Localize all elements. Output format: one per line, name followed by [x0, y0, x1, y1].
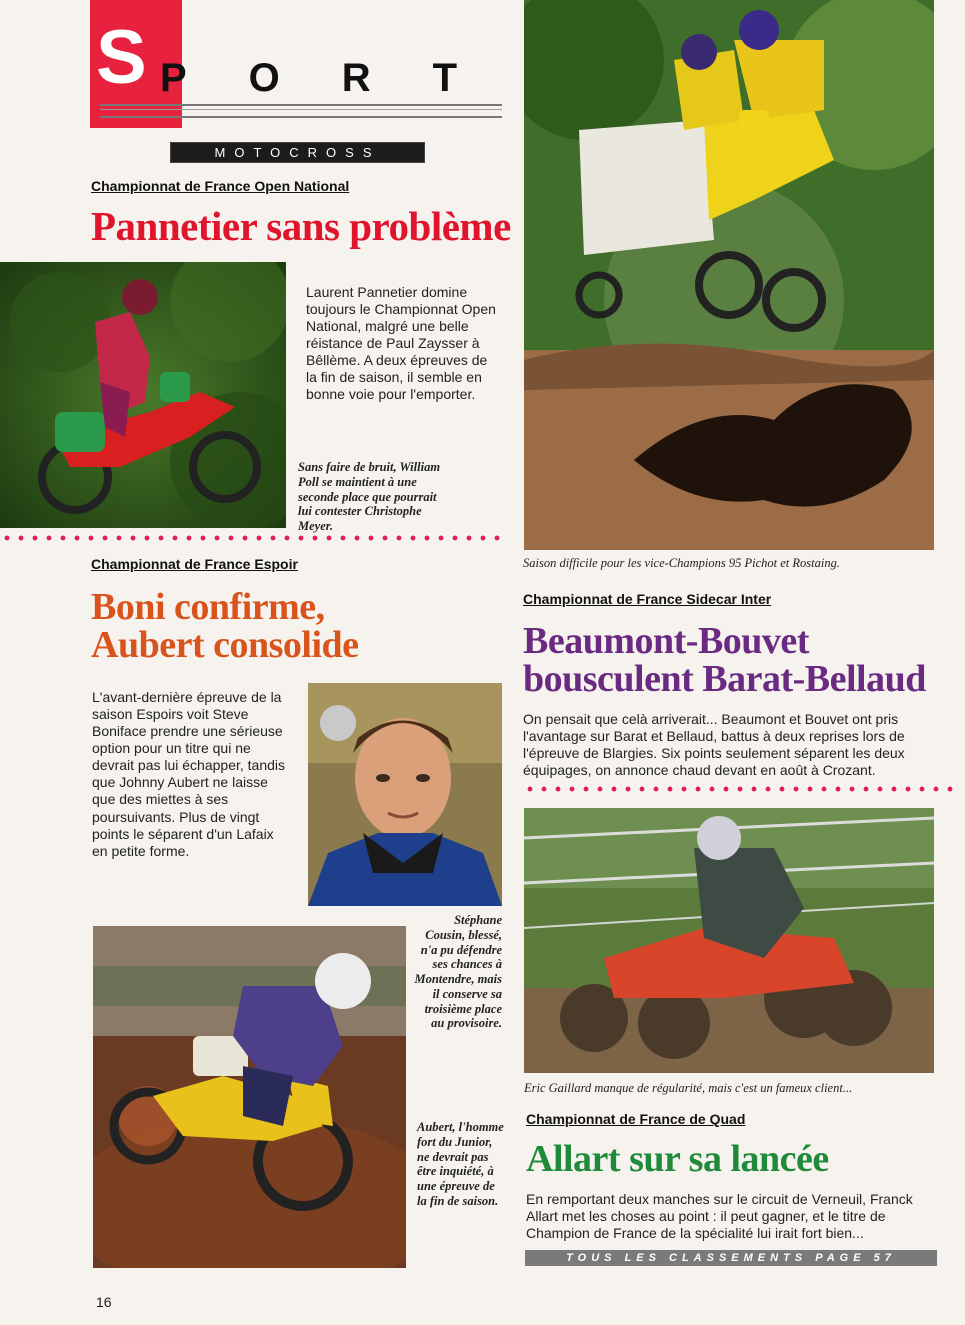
- sidecar-kicker: Championnat de France Sidecar Inter: [523, 591, 772, 607]
- caption-cousin: Stéphane Cousin, blessé, n'a pu défendre ses chances à Montendre, mais il conserve sa troisième place au provisoire.: [414, 913, 502, 1031]
- quad-photo-caption: Eric Gaillard manque de régularité, mais c'est un fameux client...: [524, 1081, 853, 1095]
- article1-headline: Pannetier sans problème: [91, 203, 511, 249]
- quad-kicker: Championnat de France de Quad: [526, 1111, 746, 1127]
- sidecar-headline-line1: Beaumont-Bouvet: [523, 620, 809, 662]
- dotted-divider-left: [0, 535, 505, 541]
- sidecar-headline-line2: bousculent Barat-Bellaud: [523, 658, 926, 700]
- dotted-divider-right: [523, 786, 960, 792]
- article1-kicker: Championnat de France Open National: [91, 178, 350, 194]
- photo-pannetier: [0, 262, 286, 528]
- article1-caption: Sans faire de bruit, William Poll se maintient à une seconde place que pourrait lui contester Christophe Meyer.: [298, 460, 441, 533]
- motocross-rider-image: [0, 262, 286, 528]
- article2-body: L'avant-dernière épreuve de la saison Espoirs voit Steve Boniface prendre une sérieuse option pour un titre qui ne devrait pas lui échapper, tandis que Johnny Aubert ne laisse que des miettes à ses poursuivants. Plus de vingt points le séparent d'un Lafaix en petite forme.: [92, 689, 286, 859]
- sidecar-body: On pensait que celà arriverait... Beaumont et Bouvet ont pris l'avantage sur Barat et Bellaud, battus à deux reprises lors de l'épreuve de Blargies. Six points seulement séparent les deux équipages, on annonce chaud devant en août à Crozant.: [523, 711, 905, 779]
- sport-logo-word: PORT: [160, 56, 520, 100]
- sidecar-jump-image: [524, 0, 934, 550]
- article2-kicker: Championnat de France Espoir: [91, 556, 298, 572]
- photo-aubert: [93, 926, 406, 1268]
- quad-body: En remportant deux manches sur le circuit de Verneuil, Franck Allart met les choses au point : il peut gagner, et le titre de Champion de France de la spécialité lui irait fort bien...: [526, 1191, 913, 1242]
- quad-headline: Allart sur sa lancée: [526, 1138, 829, 1180]
- section-label: MOTOCROSS: [170, 142, 425, 163]
- photo-quad: [524, 808, 934, 1073]
- photo-sidecar: [524, 0, 934, 550]
- quad-rider-image: [524, 808, 934, 1073]
- header-rule: [100, 104, 502, 118]
- sport-logo-s: S: [96, 15, 147, 100]
- motocross-rider-image-aubert: [93, 926, 406, 1268]
- photo-cousin: [308, 683, 502, 906]
- sidecar-photo-caption: Saison difficile pour les vice-Champions 95 Pichot et Rostaing.: [523, 556, 840, 570]
- page-number: 16: [96, 1294, 112, 1310]
- article2-headline-line2: Aubert consolide: [91, 624, 359, 666]
- rider-portrait-image: [308, 683, 502, 906]
- classements-banner: TOUS LES CLASSEMENTS PAGE 57: [525, 1250, 937, 1266]
- article2-headline-line1: Boni confirme,: [91, 586, 325, 628]
- caption-aubert: Aubert, l'homme fort du Junior, ne devrait pas être inquiété, à une épreuve de la fin de saison.: [417, 1120, 504, 1208]
- article1-body: Laurent Pannetier domine toujours le Championnat Open National, malgré une belle réistance de Paul Zaysser à Bêllème. A deux épreuves de la fin de saison, il semble en bonne voie pour l'emporter.: [306, 284, 496, 403]
